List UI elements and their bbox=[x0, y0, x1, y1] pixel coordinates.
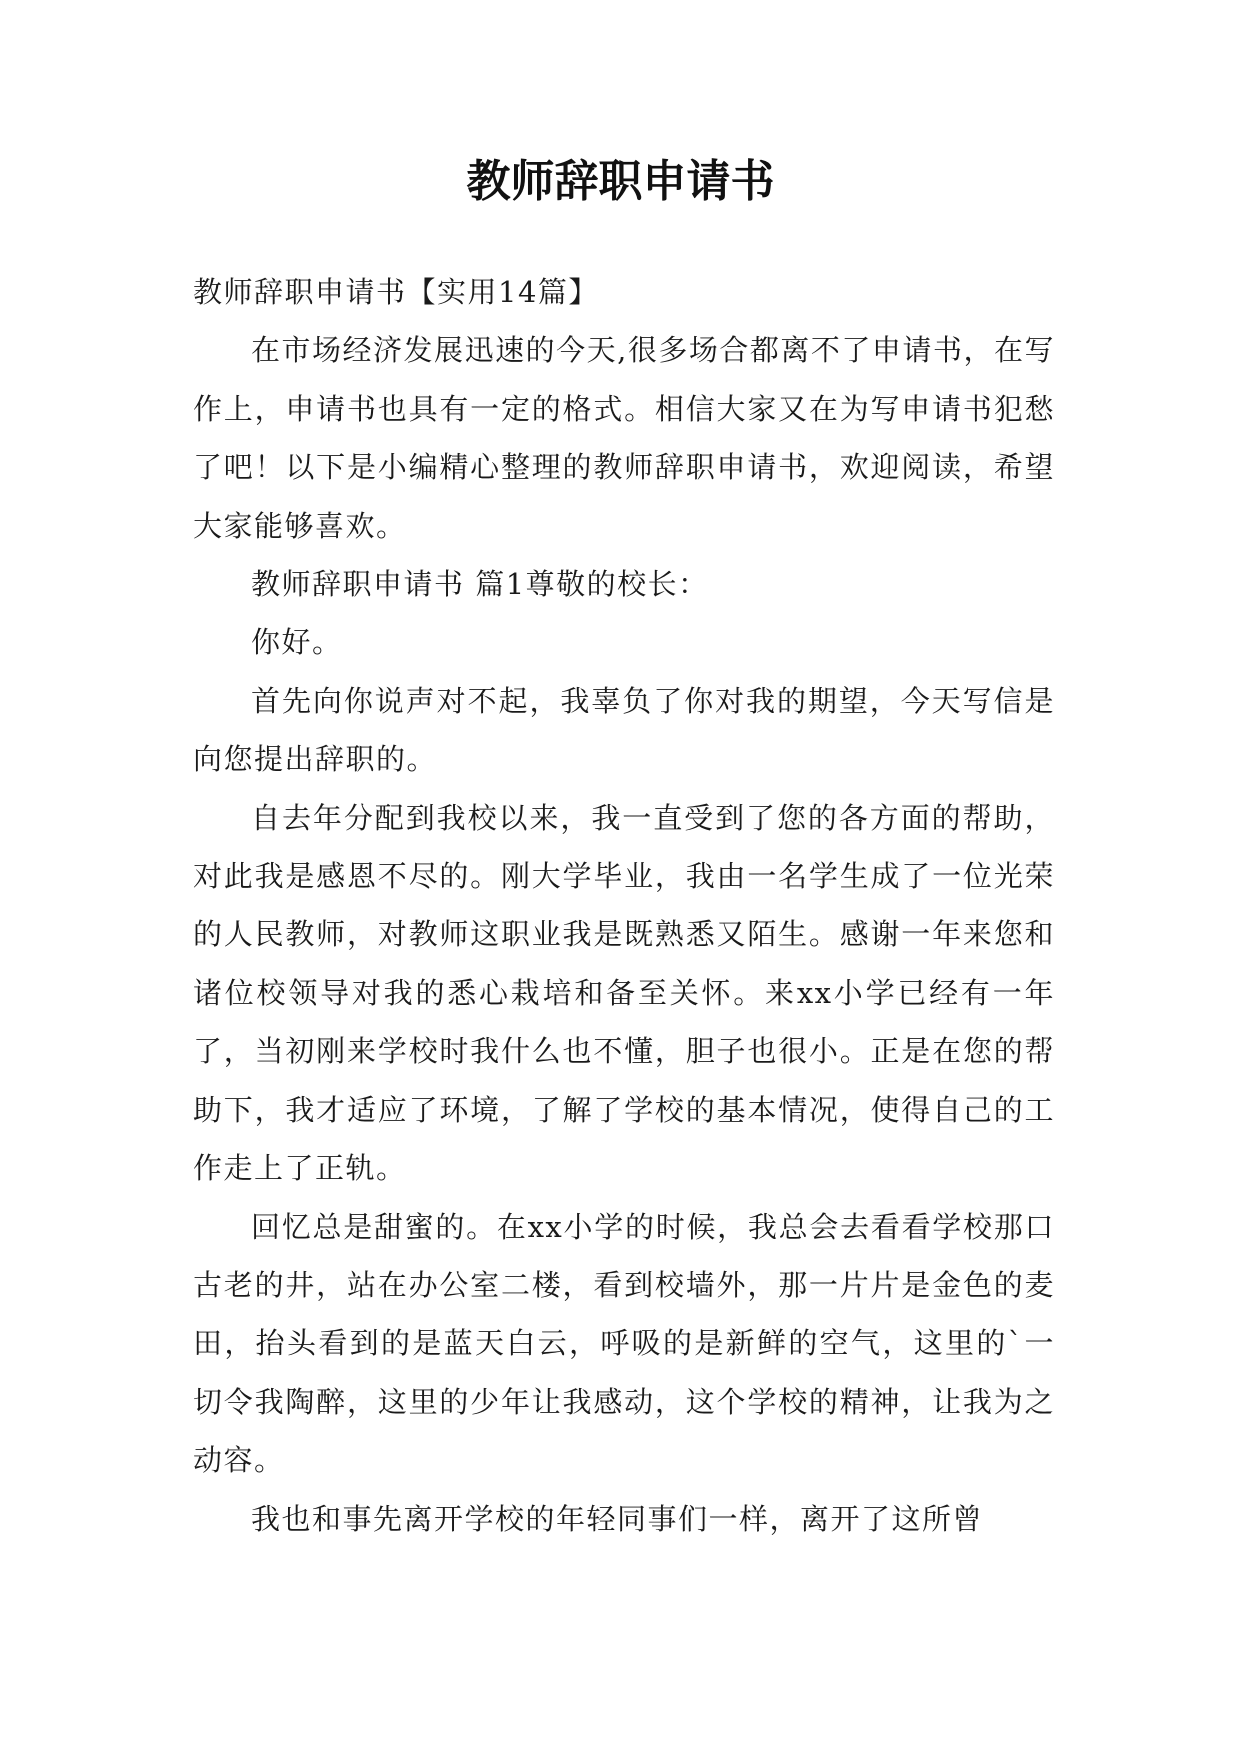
body-paragraph: 回忆总是甜蜜的。在xx小学的时候，我总会去看看学校那口古老的井，站在办公室二楼，看到校墙外，那一片片是金色的麦田，抬头看到的是蓝天白云，呼吸的是新鲜的空气，这里的`一切令我陶醉，这里的少年让我感动，这个学校的精神，让我为之动容。 bbox=[193, 1209, 1055, 1478]
greeting-paragraph: 你好。 bbox=[251, 625, 343, 660]
document-body bbox=[193, 263, 1055, 1548]
body-paragraph: 首先向你说声对不起，我辜负了你对我的期望，今天写信是向您提出辞职的。 bbox=[193, 683, 1055, 777]
intro-paragraph: 在市场经济发展迅速的今天,很多场合都离不了申请书，在写作上，申请书也具有一定的格式。相信大家又在为写申请书犯愁了吧！以下是小编精心整理的教师辞职申请书，欢迎阅读，希望大家能够喜欢。 bbox=[193, 333, 1055, 543]
subtitle-paragraph: 教师辞职申请书【实用14篇】 bbox=[193, 275, 599, 309]
letter-heading-paragraph: 教师辞职申请书 篇1尊敬的校长： bbox=[251, 567, 709, 602]
body-paragraph: 我也和事先离开学校的年轻同事们一样，离开了这所曾 bbox=[251, 1501, 984, 1536]
document-title: 教师辞职申请书 bbox=[466, 156, 775, 207]
body-paragraph: 自去年分配到我校以来，我一直受到了您的各方面的帮助，对此我是感恩不尽的。刚大学毕业，我由一名学生成了一位光荣的人民教师，对教师这职业我是既熟悉又陌生。感谢一年来您和诸位校领导对我的悉心栽培和备至关怀。来xx小学已经有一年了，当初刚来学校时我什么也不懂，胆子也很小。正是在您的帮助下，我才适应了环境，了解了学校的基本情况，使得自己的工作走上了正轨。 bbox=[193, 800, 1055, 1186]
